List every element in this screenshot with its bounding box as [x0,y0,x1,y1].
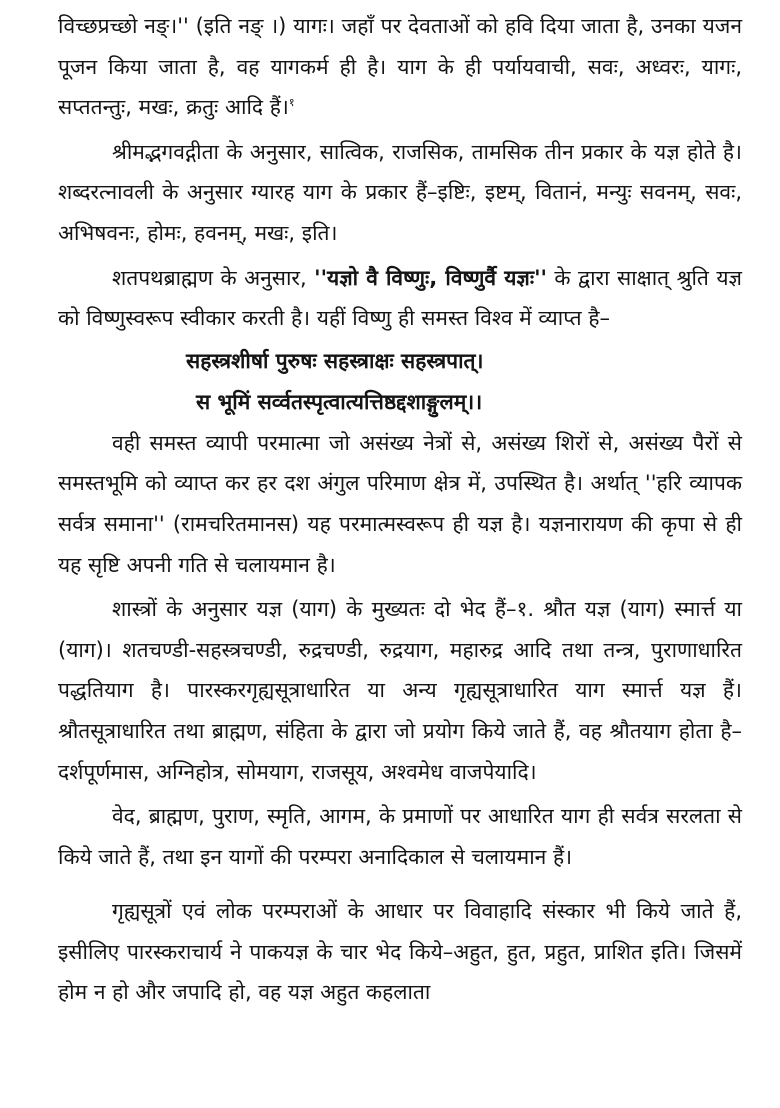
paragraph-text: शास्त्रों के अनुसार यज्ञ (याग) के मुख्यतः दो भेद हैं–१. श्रौत यज्ञ (याग) स्मार्त्त या (याग)। शतचण्डी-सहस्त्रचण्डी, रुद्रचण्डी, रुद्रयाग, महारुद्र आदि तथा तन्त्र, पुराणाधारित पद्धतियाग है। पारस्करगृह्यसूत्राधारित या अन्य गृह्यसूत्राधारित याग स्मार्त्त यज्ञ हैं। श्रौतसूत्राधारित तथा ब्राह्मण, संहिता के द्वारा जो प्रयोग किये जाते हैं, वह श्रौतयाग होता है–दर्शपूर्णमास, अग्निहोत्र, सोमयाग, राजसूय, अश्वमेध वाजपेयादि। [58,597,742,784]
paragraph-yaga-synonyms [58,6,742,128]
paragraph-gita-types [58,132,742,254]
paragraph-text: वही समस्त व्यापी परमात्मा जो असंख्य नेत्रों से, असंख्य शिरों से, असंख्य पैरों से समस्तभूमि को व्याप्त कर हर दश अंगुल परिमाण क्षेत्र में, उपस्थित है। अर्थात् ''हरि व्यापक सर्वत्र समाना'' (रामचरितमानस) यह परमात्मस्वरूप ही यज्ञ है। यज्ञनारायण की कृपा से ही यह सृष्टि अपनी गति से चलायमान है। [58,430,742,577]
bold-quote: ''यज्ञो वै विष्णुः, विष्णुर्वै यज्ञः'' [314,265,547,290]
paragraph-grihya-sutra [58,891,742,1013]
paragraph-veda-based [58,796,742,877]
paragraph-yajna-types [58,589,742,792]
paragraph-text: श्रीमद्भगवद्गीता के अनुसार, सात्विक, राजसिक, तामसिक तीन प्रकार के यज्ञ होते है। शब्दरत्नावली के अनुसार ग्यारह याग के प्रकार हैं–इष्टिः, इष्टम्, वितानं, मन्युः सवनम्, सवः, अभिषवनः, होमः, हवनम्, मखः, इति। [58,139,742,245]
verse-line-1: सहस्त्रशीर्षा पुरुषः सहस्त्राक्षः सहस्त्रपात्। [186,348,484,373]
paragraph-text: गृह्यसूत्रों एवं लोक परम्पराओं के आधार पर विवाहादि संस्कार भी किये जाते हैं, इसीलिए पारस्कराचार्य ने पाकयज्ञ के चार भेद किये–अहुत, हुत, प्रहुत, प्राशित इति। जिसमें होम न हो और जपादि हो, वह यज्ञ अहुत कहलाता [58,899,742,1005]
footnote-marker: १ [288,96,295,110]
paragraph-text: शतपथब्राह्मण के अनुसार, [112,265,315,290]
paragraph-text: विच्छप्रच्छो नङ्।'' (इति नङ् ।) यागः। जहाँ पर देवताओं को हवि दिया जाता है, उनका यजन पूजन किया जाता है, वह यागकर्म ही है। याग के ही पर्यायवाची, सवः, अध्वरः, यागः, सप्ततन्तुः, मखः, क्रतुः आदि हैं। [58,14,742,120]
paragraph-shatapatha [58,258,742,339]
paragraph-text: के द्वारा साक्षात् श्रुति यज्ञ को विष्णुस्वरूप स्वीकार करती है। यहीं विष्णु ही समस्त विश्व में व्याप्त है– [58,265,742,331]
paragraph-text: वेद, ब्राह्मण, पुराण, स्मृति, आगम, के प्रमाणों पर आधारित याग ही सर्वत्र सरलता से किये जाते हैं, तथा इन यागों की परम्परा अनादिकाल से चलायमान हैं। [58,804,742,869]
verse-block [58,341,742,423]
paragraph-paramatma [58,423,742,585]
verse-line-2: स भूमिं सर्व्वतस्पृत्वात्यत्तिष्ठद्दशाङ्गुलम्।। [196,389,483,414]
